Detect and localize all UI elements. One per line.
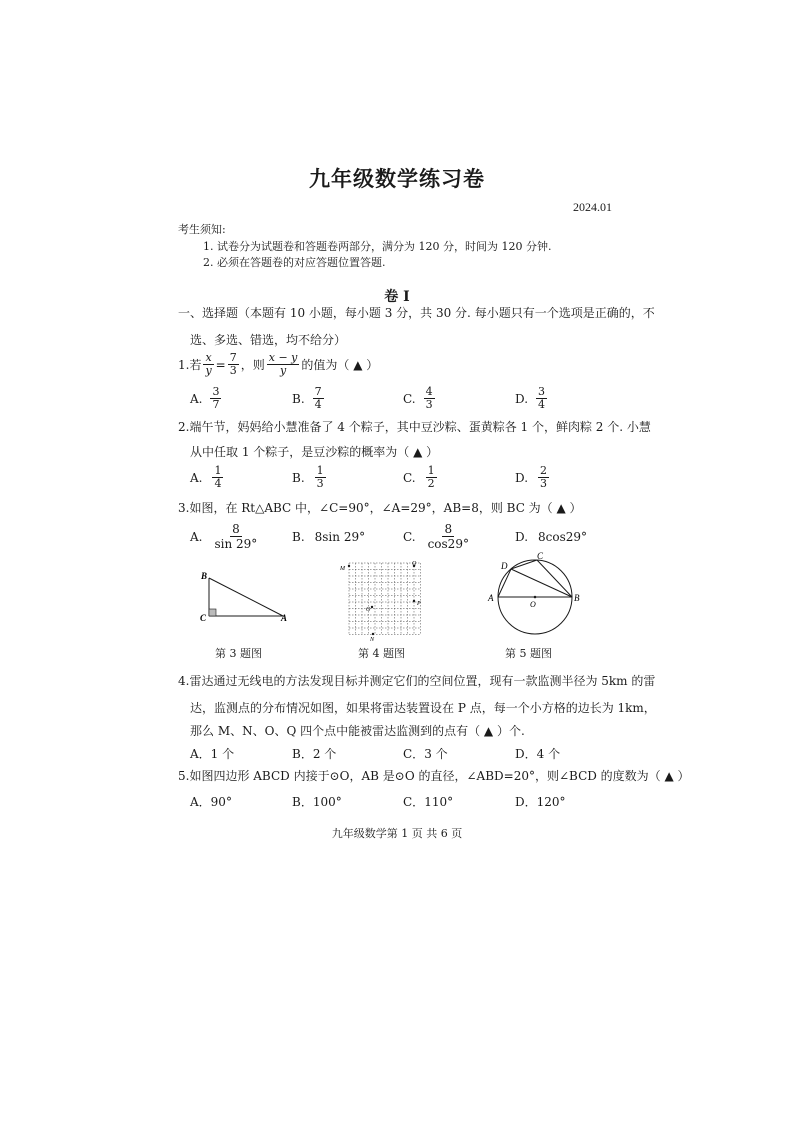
figure-5-caption: 第 5 题图 xyxy=(505,647,552,660)
q1-option-b xyxy=(292,386,326,411)
figure-3-triangle xyxy=(195,568,295,628)
option-fraction xyxy=(426,465,437,490)
fraction-denominator: 3 xyxy=(425,398,433,411)
fraction-numerator: 1 xyxy=(427,464,435,477)
vertex-label-c: C xyxy=(200,613,207,623)
option-text: 90° xyxy=(210,794,232,809)
q2-option-d xyxy=(515,465,551,490)
option-label: A． xyxy=(190,795,211,809)
q5-option-b xyxy=(292,793,342,810)
option-text: 1 个 xyxy=(210,747,235,761)
option-fraction xyxy=(315,465,326,490)
point-label-p: P xyxy=(417,601,421,607)
page-title: 九年级数学练习卷 xyxy=(309,166,485,191)
fraction-numerator: x xyxy=(205,351,212,364)
option-text: 120° xyxy=(536,794,566,809)
q4-option-a xyxy=(190,745,234,762)
option-label: A． xyxy=(190,747,211,761)
option-fraction xyxy=(536,386,547,411)
option-fraction xyxy=(313,386,324,411)
q2-option-b xyxy=(292,465,328,490)
vertex-label-d: D xyxy=(501,561,508,571)
point-label-m: M xyxy=(340,566,345,572)
grid-lines xyxy=(349,563,421,635)
option-label: C. xyxy=(403,470,416,485)
option-label: B. xyxy=(292,391,305,406)
figure-4-grid xyxy=(338,560,428,642)
triangle-side-ab xyxy=(209,578,283,616)
point-label-o: O xyxy=(366,607,371,613)
fraction-numerator: 8 xyxy=(444,522,453,536)
q2-option-c xyxy=(403,465,439,490)
point-m xyxy=(348,565,350,567)
q3-option-c xyxy=(403,522,473,551)
q1-suffix: 的值为（ ▲ ） xyxy=(301,357,379,372)
option-label: A. xyxy=(190,529,203,544)
fraction-numerator: 7 xyxy=(314,385,322,398)
point-label-n: N xyxy=(370,637,375,642)
question-4-cont: 那么 M、N、O、Q 四个点中能被雷达监测到的点有（ ▲ ）个. xyxy=(190,724,525,738)
option-label: C． xyxy=(403,795,425,809)
option-text: 100° xyxy=(312,794,342,809)
point-o xyxy=(371,606,373,608)
option-label: A. xyxy=(190,391,203,406)
q5-option-d xyxy=(515,793,566,810)
fraction-denominator: cos29° xyxy=(427,537,469,551)
fraction-numerator: x − y xyxy=(268,351,298,364)
question-1 xyxy=(178,352,378,377)
option-text: 4 个 xyxy=(536,747,561,761)
q3-option-a xyxy=(190,522,261,551)
part-instructions: 一、选择题（本题有 10 小题，每小题 3 分，共 30 分. 每小题只有一个选项是正确的，不 xyxy=(178,306,655,320)
fraction-numerator: 7 xyxy=(229,351,237,364)
option-label: C. xyxy=(403,529,416,544)
option-text: 2 个 xyxy=(312,747,337,761)
option-label: B. xyxy=(292,470,305,485)
vertex-label-b: B xyxy=(201,571,208,581)
fraction-denominator: 4 xyxy=(538,398,546,411)
q1-equals: = xyxy=(215,357,226,372)
fraction-denominator: y xyxy=(205,364,212,377)
point-n xyxy=(372,633,374,635)
question-3: 3.如图，在 Rt△ABC 中，∠C=90°，∠A=29°，AB=8，则 BC 为（ ▲ ） xyxy=(178,501,582,515)
option-label: C. xyxy=(403,391,416,406)
q1-option-c xyxy=(403,386,437,411)
figure-3-caption: 第 3 题图 xyxy=(215,647,262,660)
option-fraction xyxy=(212,465,223,490)
fraction-numerator: 1 xyxy=(316,464,324,477)
q4-option-c xyxy=(403,745,448,762)
q4-option-b xyxy=(292,745,336,762)
point-p xyxy=(413,600,415,602)
option-text: 8cos29° xyxy=(538,530,588,544)
fraction-numerator: 4 xyxy=(425,385,433,398)
option-text: 8sin 29° xyxy=(314,530,366,544)
option-label: D． xyxy=(515,795,537,809)
option-label: D. xyxy=(515,470,529,485)
chord-ad xyxy=(498,569,511,597)
q1-option-d xyxy=(515,386,549,411)
point-label-q: Q xyxy=(412,561,417,567)
fraction-denominator: 4 xyxy=(314,398,322,411)
question-2-cont: 从中任取 1 个粽子，是豆沙粽的概率为（ ▲ ） xyxy=(190,445,439,459)
notice-item: 2. 必须在答题卷的对应答题位置答题. xyxy=(203,256,386,269)
option-text: 3 个 xyxy=(424,747,448,761)
question-4: 4.雷达通过无线电的方法发现目标并测定它们的空间位置，现有一款监测半径为 5km 的雷 xyxy=(178,674,656,688)
fraction-denominator: 3 xyxy=(540,477,548,490)
vertex-label-c: C xyxy=(537,552,544,561)
option-label: A. xyxy=(190,470,203,485)
part-instructions-cont: 选、多选、错选，均不给分） xyxy=(190,333,347,347)
q2-option-a xyxy=(190,465,225,490)
fraction-denominator: y xyxy=(279,364,287,377)
option-label: D. xyxy=(515,530,529,544)
fraction-numerator: 2 xyxy=(540,464,548,477)
option-label: D． xyxy=(515,747,537,761)
option-fraction xyxy=(210,386,221,411)
fraction-denominator: 4 xyxy=(214,477,222,490)
fraction-numerator: 8 xyxy=(232,522,240,536)
q5-option-c xyxy=(403,793,453,810)
exam-date: 2024.01 xyxy=(573,200,612,214)
figure-5-circle xyxy=(485,552,585,640)
option-label: B． xyxy=(292,795,313,809)
fraction-denominator: 7 xyxy=(212,398,220,411)
center-label-o: O xyxy=(530,600,536,609)
question-2: 2.端午节，妈妈给小慧准备了 4 个粽子，其中豆沙粽、蛋黄粽各 1 个，鲜肉粽 2 个. 小慧 xyxy=(178,420,651,434)
fraction-denominator: sin 29° xyxy=(214,537,258,551)
q1-condition-fraction xyxy=(203,352,213,377)
notice-heading: 考生须知: xyxy=(178,223,226,236)
center-o xyxy=(534,596,537,599)
option-label: B． xyxy=(292,747,313,761)
q1-value-fraction xyxy=(228,352,239,377)
q1-expression-fraction xyxy=(267,352,300,377)
vertex-label-a: A xyxy=(488,593,494,603)
vertex-label-a: A xyxy=(281,613,288,623)
option-fraction xyxy=(424,386,435,411)
q1-option-a xyxy=(190,386,223,411)
q3-option-d xyxy=(515,530,587,544)
q4-option-d xyxy=(515,745,560,762)
fraction-numerator: 1 xyxy=(214,464,222,477)
page-footer: 九年级数学第 1 页 共 6 页 xyxy=(331,827,463,840)
vertex-label-b: B xyxy=(574,593,580,603)
option-fraction xyxy=(426,522,471,551)
fraction-numerator: 3 xyxy=(212,385,220,398)
question-5: 5.如图四边形 ABCD 内接于⊙O，AB 是⊙O 的直径，∠ABD=20°，则∠BCD 的度数为（ ▲ ） xyxy=(178,769,690,783)
fraction-numerator: 3 xyxy=(538,385,546,398)
section-title: 卷 Ⅰ xyxy=(384,289,410,305)
option-label: B. xyxy=(292,530,305,544)
q3-option-b xyxy=(292,530,365,544)
q1-prefix: 1.若 xyxy=(178,357,202,372)
fraction-denominator: 2 xyxy=(427,477,435,490)
fraction-denominator: 3 xyxy=(229,364,237,377)
q1-mid: ，则 xyxy=(240,357,265,372)
fraction-denominator: 3 xyxy=(316,477,324,490)
question-4-cont: 达，监测点的分布情况如图，如果将雷达装置设在 P 点，每一个小方格的边长为 1km， xyxy=(190,701,656,715)
q5-option-a xyxy=(190,793,232,810)
option-fraction xyxy=(212,522,259,551)
option-label: C． xyxy=(403,747,425,761)
right-angle-mark xyxy=(209,609,216,616)
option-text: 110° xyxy=(424,794,454,809)
option-fraction xyxy=(538,465,549,490)
figure-4-caption: 第 4 题图 xyxy=(358,647,405,660)
option-label: D. xyxy=(515,391,529,406)
notice-item: 1. 试卷分为试题卷和答题卷两部分，满分为 120 分，时间为 120 分钟. xyxy=(203,240,552,253)
